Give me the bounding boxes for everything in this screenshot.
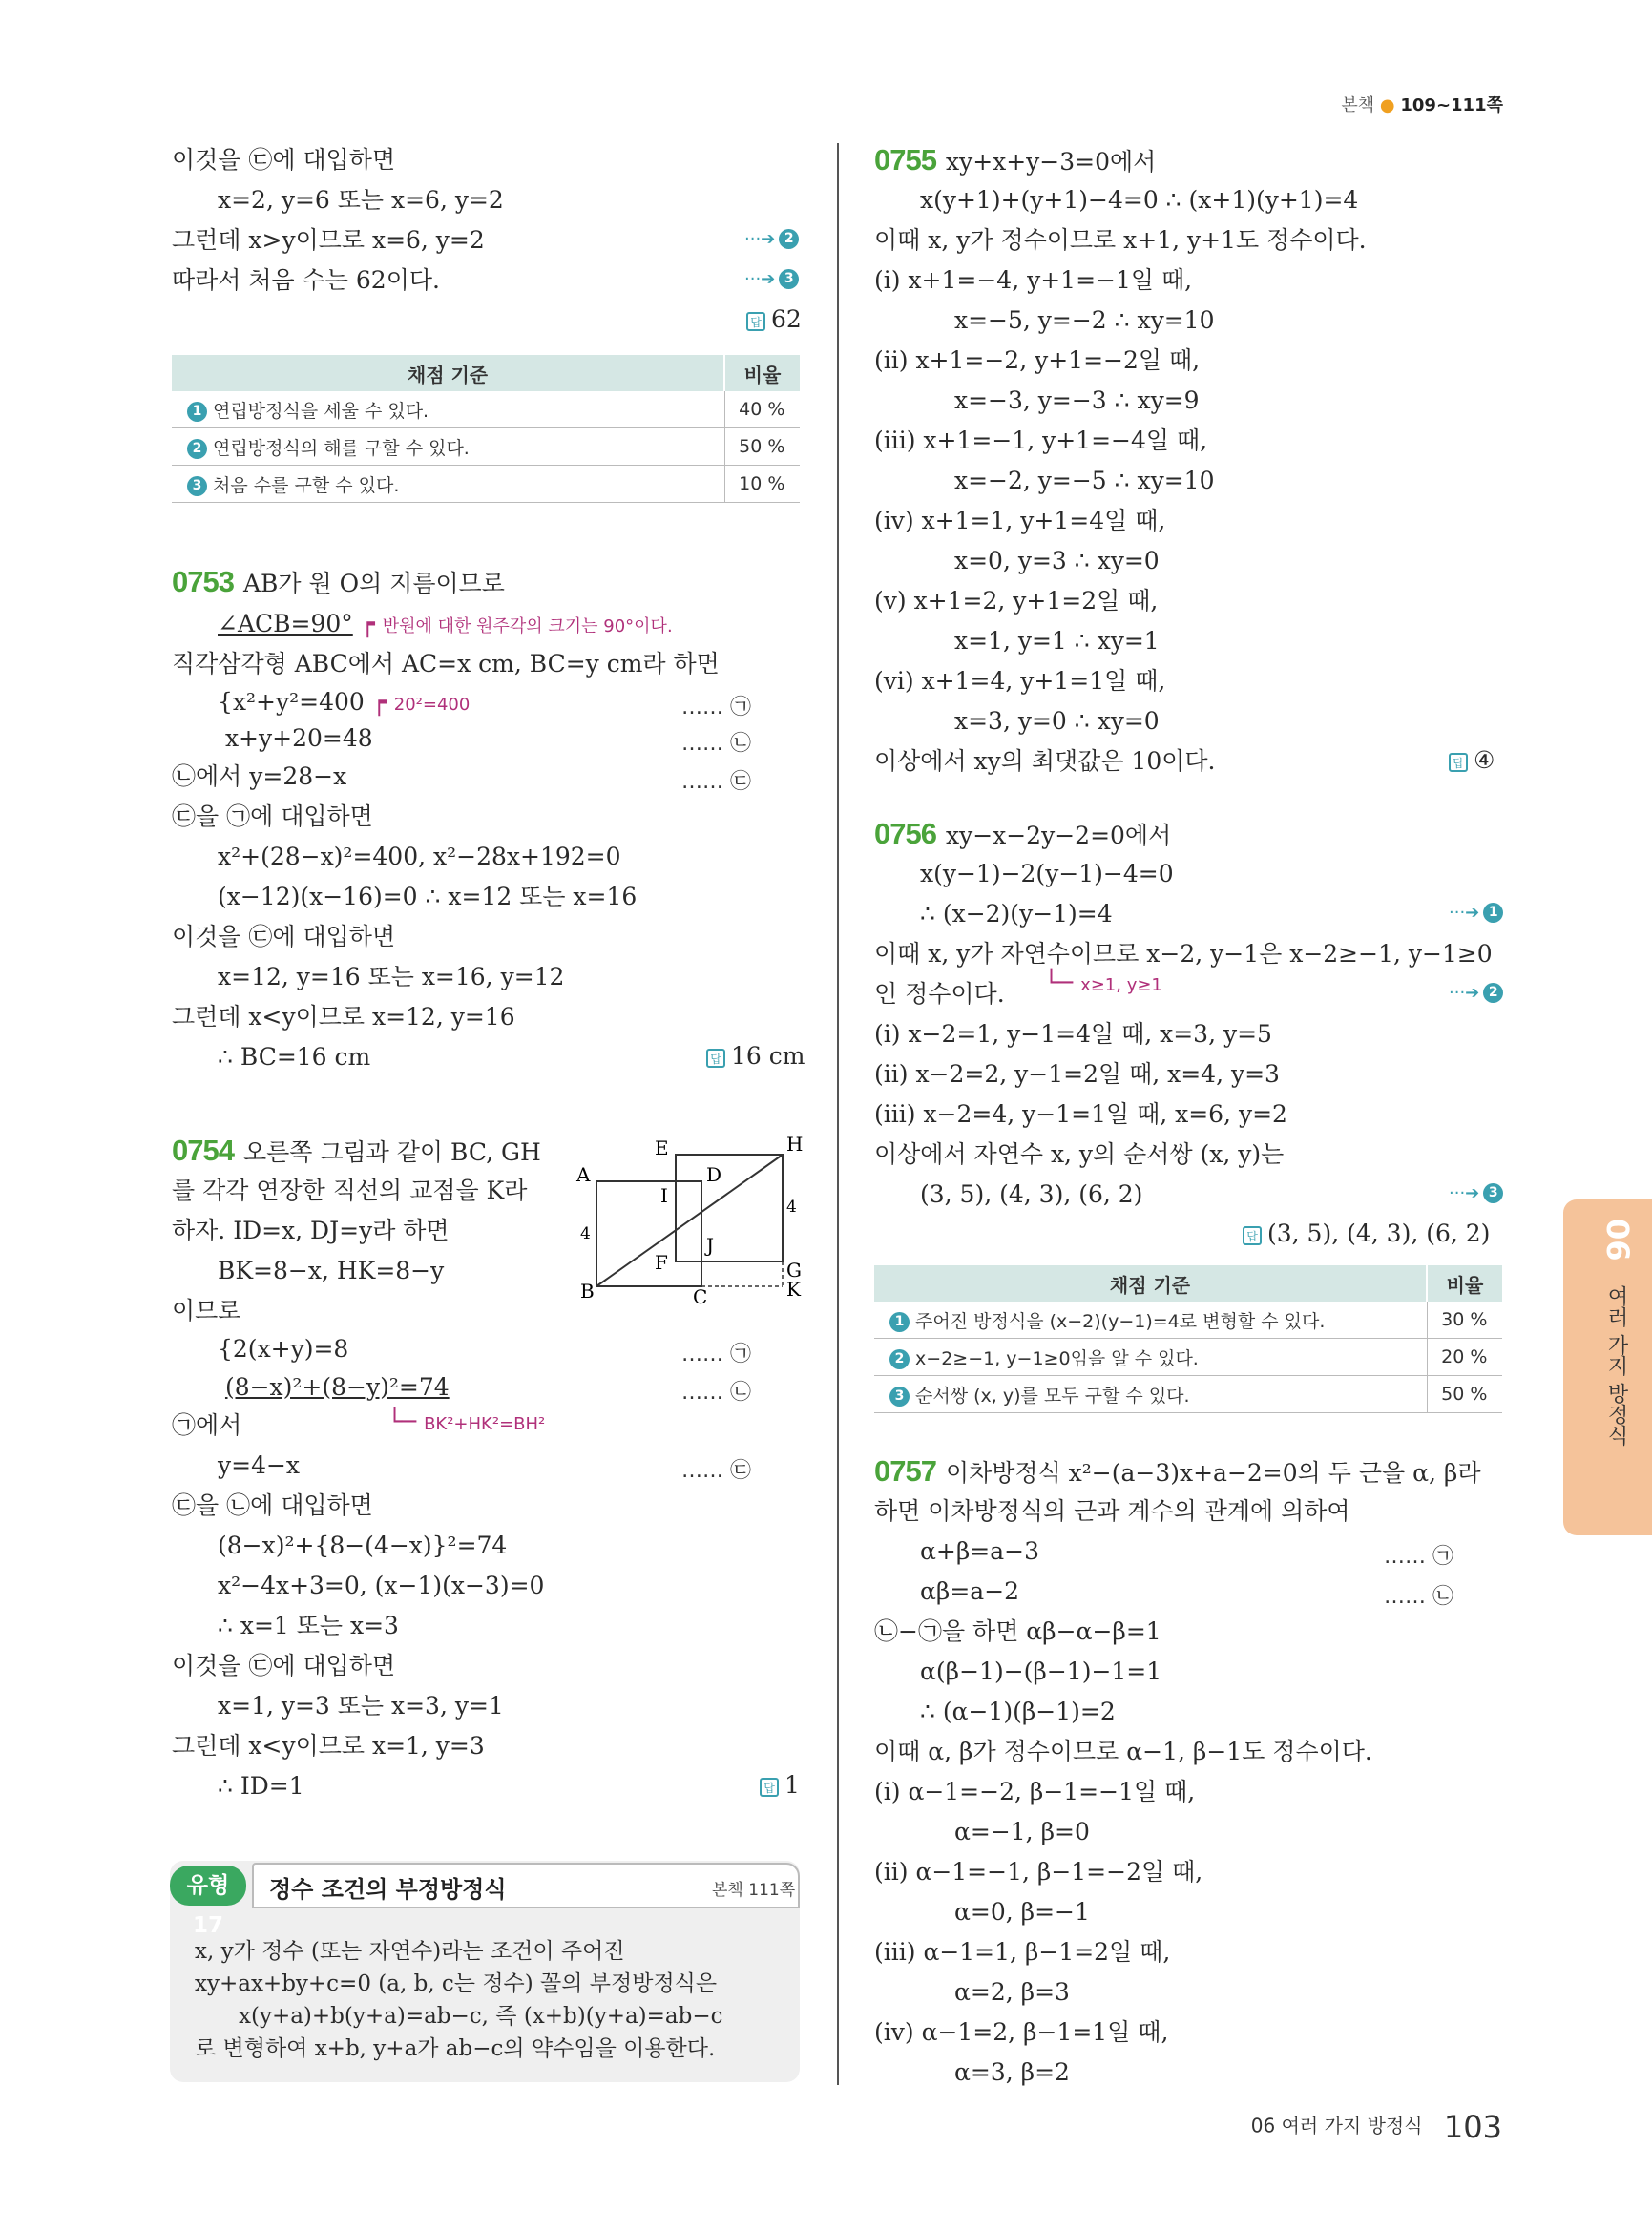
label-F: F xyxy=(655,1251,668,1274)
text-line: ∴ ID=1 xyxy=(218,1772,304,1800)
label-I: I xyxy=(660,1184,668,1207)
text-line: (ⅰ) x−2=1, y−1=4일 때, x=3, y=5 xyxy=(874,1020,1272,1048)
text-line: α=2, β=3 xyxy=(954,1978,1070,2006)
label-mark: …… ㉠ xyxy=(681,696,751,719)
footer-chapter: 06 여러 가지 방정식 xyxy=(1250,2114,1423,2137)
text-line: 그런데 x<y이므로 x=1, y=3 xyxy=(172,1732,485,1760)
text-line: 직각삼각형 ABC에서 AC=x cm, BC=y cm라 하면 xyxy=(172,650,720,678)
chapter-number: 06 xyxy=(1600,1219,1636,1261)
system-line: {x²+y²=400 ┍ 20²=400 xyxy=(218,688,471,716)
label-G: G xyxy=(786,1259,802,1282)
label-mark: …… ㉠ xyxy=(1384,1545,1453,1569)
text-line: (3, 5), (4, 3), (6, 2) xyxy=(920,1180,1143,1208)
label-mark: …… ㉠ xyxy=(681,1343,751,1366)
label-C: C xyxy=(693,1285,708,1308)
text-line: 인 정수이다. xyxy=(874,980,1005,1008)
text-line: (ⅱ) x−2=2, y−1=2일 때, x=4, y=3 xyxy=(874,1060,1280,1088)
text-line: 이것을 ㉢에 대입하면 xyxy=(172,146,396,174)
text-line: ∠ACB=90° ┍ 반원에 대한 원주각의 크기는 90°이다. xyxy=(218,610,673,637)
type17-title: 정수 조건의 부정방정식 xyxy=(269,1876,507,1903)
text-line: (ⅴ) x+1=2, y+1=2일 때, xyxy=(874,587,1159,615)
text-line: ∴ (α−1)(β−1)=2 xyxy=(920,1698,1116,1725)
text-line: αβ=a−2 xyxy=(920,1577,1020,1605)
text-line: BK=8−x, HK=8−y xyxy=(218,1257,445,1284)
text-line: (ⅳ) x+1=1, y+1=4일 때, xyxy=(874,507,1166,534)
text-line: 이때 α, β가 정수이므로 α−1, β−1도 정수이다. xyxy=(874,1738,1372,1765)
text-line: 이것을 ㉢에 대입하면 xyxy=(172,1652,396,1679)
note-line: └─ x≥1, y≥1 xyxy=(1044,969,1162,996)
chapter-label: 여러 가지 방정식 xyxy=(1604,1285,1628,1446)
label-mark: …… ㉡ xyxy=(681,1381,751,1405)
label-B: B xyxy=(580,1280,595,1303)
criteria-header: 채점 기준 xyxy=(172,355,724,391)
text-line: 이상에서 자연수 x, y의 순서쌍 (x, y)는 xyxy=(874,1140,1285,1168)
text-line: x=−3, y=−3 ∴ xy=9 xyxy=(954,386,1200,414)
type17-line: 로 변형하여 x+b, y+a가 ab−c의 약수임을 이용한다. xyxy=(195,2036,716,2061)
text-line: x=−5, y=−2 ∴ xy=10 xyxy=(954,306,1215,334)
text-line: (ⅲ) x+1=−1, y+1=−4일 때, xyxy=(874,427,1208,454)
label-mark: …… ㉢ xyxy=(681,770,751,794)
label-D: D xyxy=(706,1163,722,1186)
label-H: H xyxy=(786,1133,804,1156)
text-line: x=0, y=3 ∴ xy=0 xyxy=(954,547,1160,574)
problem-0753-title: 0753 AB가 원 O의 지름이므로 xyxy=(172,565,505,598)
label-E: E xyxy=(655,1136,669,1159)
text-line: α=−1, β=0 xyxy=(954,1818,1090,1845)
text-line: x=12, y=16 또는 x=16, y=12 xyxy=(218,963,565,990)
problem-0756-title: 0756 xy−x−2y−2=0에서 xyxy=(874,817,1172,850)
step-mark-3: ···➔ 3 xyxy=(744,269,799,289)
page-number: 103 xyxy=(1443,2109,1502,2145)
text-line: (8−x)²+{8−(4−x)}²=74 xyxy=(218,1532,508,1559)
text-line: α(β−1)−(β−1)−1=1 xyxy=(920,1658,1162,1685)
text-line: x(y+1)+(y+1)−4=0 ∴ (x+1)(y+1)=4 xyxy=(920,186,1359,214)
text-line: x=−2, y=−5 ∴ xy=10 xyxy=(954,467,1215,494)
problem-0754-title: 0754 오른쪽 그림과 같이 BC, GH xyxy=(172,1134,541,1167)
text-line: 를 각각 연장한 직선의 교점을 K라 xyxy=(172,1177,528,1204)
text-line: 이때 x, y가 자연수이므로 x−2, y−1은 x−2≥−1, y−1≥0 xyxy=(874,940,1493,968)
text-line: x²+(28−x)²=400, x²−28x+192=0 xyxy=(218,843,621,870)
label-mark: …… ㉢ xyxy=(681,1459,751,1483)
text-line: x=2, y=6 또는 x=6, y=2 xyxy=(218,186,504,214)
text-line: (ⅳ) α−1=2, β−1=1일 때, xyxy=(874,2018,1169,2046)
label-A: A xyxy=(576,1163,591,1186)
text-line: 이상에서 xy의 최댓값은 10이다. xyxy=(874,747,1216,775)
text-line: x=1, y=1 ∴ xy=1 xyxy=(954,627,1160,655)
text-line: ㉡−㉠을 하면 αβ−α−β=1 xyxy=(874,1617,1161,1645)
text-line: α+β=a−3 xyxy=(920,1537,1039,1565)
problem-0757-title: 0757 이차방정식 x²−(a−3)x+a−2=0의 두 근을 α, β라 xyxy=(874,1454,1481,1488)
step-mark-3: ···➔ 3 xyxy=(1449,1183,1503,1203)
answer-icon: 답 xyxy=(760,1778,779,1797)
step-mark-1: ···➔ 1 xyxy=(1449,903,1503,923)
text-line: 이것을 ㉢에 대입하면 xyxy=(172,923,396,950)
text-line: (ⅰ) α−1=−2, β−1=−1일 때, xyxy=(874,1778,1196,1805)
type17-line: x, y가 정수 (또는 자연수)라는 조건이 주어진 xyxy=(195,1939,625,1964)
text-line: (ⅱ) α−1=−1, β−1=−2일 때, xyxy=(874,1858,1203,1886)
type17-line: x(y+a)+b(y+a)=ab−c, 즉 (x+b)(y+a)=ab−c xyxy=(239,2004,723,2029)
page-footer xyxy=(1251,2109,1502,2145)
text-line: ㉢을 ㉠에 대입하면 xyxy=(172,803,373,830)
text-line: x=1, y=3 또는 x=3, y=1 xyxy=(218,1692,504,1720)
text-line: x=3, y=0 ∴ xy=0 xyxy=(954,707,1160,735)
answer-0753: 답 16 cm xyxy=(706,1042,805,1070)
text-line: 그런데 x<y이므로 x=12, y=16 xyxy=(172,1003,515,1031)
text-line: ∴ BC=16 cm xyxy=(218,1043,371,1071)
text-line: 그런데 x>y이므로 x=6, y=2 xyxy=(172,226,485,254)
text-line: ㉠에서 xyxy=(172,1411,242,1439)
text-line: (ⅲ) x−2=4, y−1=1일 때, x=6, y=2 xyxy=(874,1100,1287,1128)
chapter-side-tab xyxy=(1563,1199,1652,1535)
grading-table-1: 채점 기준 비율 1 연립방정식을 세울 수 있다. 40 % 2 연립방정식의 해를 구할 수 있다. 50 % 3 처음 수를 구할 수 있다. 10 % xyxy=(172,355,800,503)
label-side-4: 4 xyxy=(580,1224,591,1243)
answer-icon: 답 xyxy=(746,312,765,331)
type17-tag: 유형 17 xyxy=(170,1866,246,1906)
grading-table-2: 채점 기준 비율 1 주어진 방정식을 (x−2)(y−1)=4로 변형할 수 있다. 30 % 2 x−2≥−1, y−1≥0임을 알 수 있다. 20 % 3 순서쌍 (x, y)를 모두 구할 수 있다. 50 % xyxy=(874,1265,1502,1413)
header-dot-icon: ● xyxy=(1379,95,1395,115)
step-mark-2: ···➔ 2 xyxy=(744,229,799,249)
label-mark: …… ㉡ xyxy=(681,732,751,756)
system-line: (8−x)²+(8−y)²=74 xyxy=(224,1373,450,1401)
text-line: α=0, β=−1 xyxy=(954,1898,1090,1926)
label-K: K xyxy=(786,1278,801,1301)
book-label: 본책 xyxy=(1341,95,1375,115)
text-line: x²−4x+3=0, (x−1)(x−3)=0 xyxy=(218,1572,545,1599)
answer-icon: 답 xyxy=(706,1049,725,1068)
answer-icon: 답 xyxy=(1449,753,1468,772)
text-line: 따라서 처음 수는 62이다. xyxy=(172,266,440,294)
problem-0755-title: 0755 xy+x+y−3=0에서 xyxy=(874,143,1157,177)
text-line: (ⅱ) x+1=−2, y+1=−2일 때, xyxy=(874,346,1201,374)
page-header xyxy=(1341,92,1503,116)
label-J: J xyxy=(706,1234,715,1257)
text-line: (ⅲ) α−1=1, β−1=2일 때, xyxy=(874,1938,1171,1966)
text-line: x(y−1)−2(y−1)−4=0 xyxy=(920,860,1174,887)
text-line: 하자. ID=x, DJ=y라 하면 xyxy=(172,1217,450,1244)
column-divider xyxy=(837,143,839,2085)
step-mark-2: ···➔ 2 xyxy=(1449,983,1503,1003)
text-line: ∴ (x−2)(y−1)=4 xyxy=(920,900,1113,928)
geometry-figure xyxy=(573,1133,809,1308)
ratio-header: 비율 xyxy=(1427,1265,1502,1302)
label-side-4: 4 xyxy=(786,1198,797,1217)
answer-0754: 답 1 xyxy=(760,1771,800,1799)
text-line: (ⅰ) x+1=−4, y+1=−1일 때, xyxy=(874,266,1193,294)
ratio-header: 비율 xyxy=(724,355,800,391)
text-line: 이때 x, y가 정수이므로 x+1, y+1도 정수이다. xyxy=(874,226,1367,254)
page-range: 109~111쪽 xyxy=(1400,95,1503,115)
answer-0756: 답 (3, 5), (4, 3), (6, 2) xyxy=(1243,1220,1490,1247)
system-line: {2(x+y)=8 xyxy=(218,1335,349,1363)
text-line: α=3, β=2 xyxy=(954,2058,1070,2086)
label-mark: …… ㉡ xyxy=(1384,1585,1453,1609)
text-line: ㉡에서 y=28−x xyxy=(172,762,347,790)
note-line: └─ BK²+HK²=BH² xyxy=(387,1407,546,1435)
text-line: ∴ x=1 또는 x=3 xyxy=(218,1612,399,1639)
criteria-header: 채점 기준 xyxy=(874,1265,1427,1302)
text-line: ㉢을 ㉡에 대입하면 xyxy=(172,1491,373,1519)
answer-icon: 답 xyxy=(1243,1226,1262,1245)
text-line: (ⅵ) x+1=4, y+1=1일 때, xyxy=(874,667,1166,695)
answer-0755: 답 ④ xyxy=(1449,746,1495,774)
type17-ref: 본책 111쪽 xyxy=(712,1881,796,1900)
text-line: (x−12)(x−16)=0 ∴ x=12 또는 x=16 xyxy=(218,883,638,910)
system-line: x+y+20=48 xyxy=(224,724,373,752)
type17-line: xy+ax+by+c=0 (a, b, c는 정수) 꼴의 부정방정식은 xyxy=(195,1971,718,1996)
text-line: 하면 이차방정식의 근과 계수의 관계에 의하여 xyxy=(874,1497,1350,1525)
text-line: y=4−x xyxy=(218,1451,301,1479)
text-line: 이므로 xyxy=(172,1297,241,1324)
answer-0752: 답 62 xyxy=(746,305,802,333)
